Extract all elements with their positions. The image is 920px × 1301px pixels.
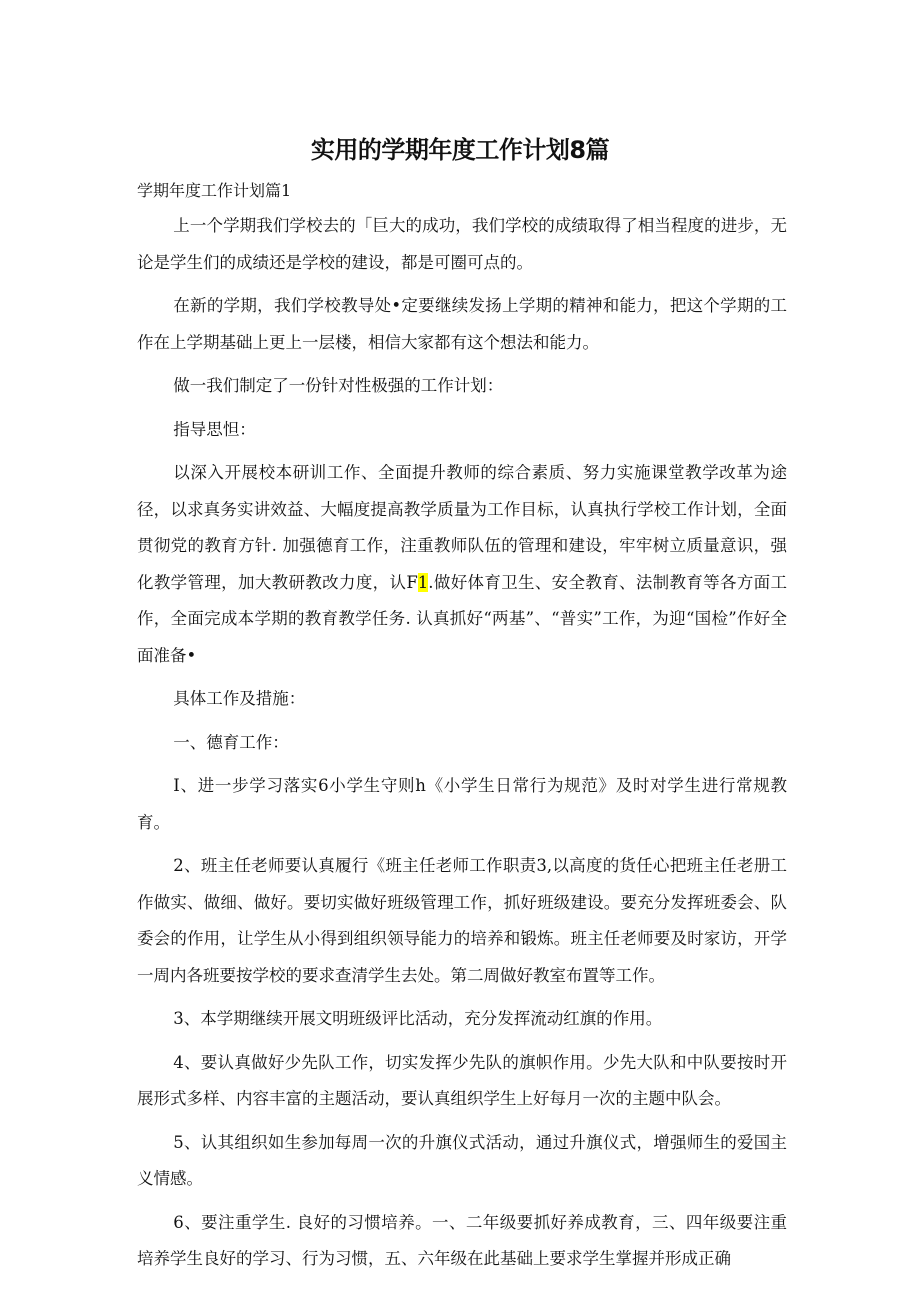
- paragraph-3: 做一我们制定了一份针对性极强的工作计划：: [173, 376, 504, 395]
- paragraph-8: I、进一步学习落实6小学生守则h《小学生日常行为规范》及时对学生进行常规教育。: [137, 776, 787, 832]
- paragraph-4: 指导思怛：: [173, 419, 256, 439]
- paragraph-13: 6、要注重学生. 良好的习惯培养。一、二年级要抓好养成教育，三、四年级要注重培养学生良好的学习、行为习惯，五、六年级在此基础上要求学生掌握并形成正确: [137, 1212, 787, 1268]
- paragraph-1: 上一个学期我们学校去的「巨大的成功，我们学校的成绩取得了相当程度的进步，无论是学生们的成绩还是学校的建设，都是可圈可点的。: [137, 216, 787, 272]
- paragraph-10: 3、本学期继续开展文明班级评比活动，充分发挥流动红旗的作用。: [173, 1009, 663, 1028]
- paragraph-7: 一、德育工作：: [173, 732, 289, 752]
- paragraph-6: 具体工作及措施：: [173, 689, 306, 708]
- section-heading: 学期年度工作计划篇1: [137, 181, 292, 200]
- paragraph-11: 4、要认真做好少先队工作，切实发挥少先队的旗帜作用。少先大队和中队要按时开展形式多样、内容丰富的主题活动，要认真组织学生上好每月一次的主题中队会。: [137, 1052, 787, 1108]
- highlight-mark: 1: [417, 572, 429, 592]
- paragraph-9: 2、班主任老师要认真履行《班主任老师工作职责3,以高度的货任心把班主任老册工作做实、做细、做好。要切实做好班级管理工作，抓好班级建设。要充分发挥班委会、队委会的作用，让学生从小得到组织领导能力的培养和锻炼。班主任老师要及时家访，开学一周内各班要按学校的要求查清学生去处。第二周做好教室布置等工作。: [137, 856, 787, 985]
- paragraph-12: 5、认其组织如生参加每周一次的升旗仪式活动，通过升旗仪式，增强师生的爱国主义情感。: [137, 1132, 787, 1188]
- document-title: 实用的学期年度工作计划8篇: [310, 136, 610, 164]
- document-body: [137, 208, 787, 1285]
- paragraph-2: 在新的学期，我们学校教导处•定要继续发扬上学期的精神和能力，把这个学期的工作在上学期基础上更上一层楼，相信大家都有这个想法和能力。: [137, 296, 787, 352]
- paragraph-5: 以深入开展校本研训工作、全面提升教师的综合素质、努力实施课堂教学改革为途径，以求真务实讲效益、大幅度提高教学质量为工作目标，认真执行学校工作计划，全面贯彻党的教育方针. 加强德育工作，注重教师队伍的管理和建设，牢牢树立质量意识，强化教学管理，加大教研教改力度，认F1.做好体育卫生、安全教育、法制教育等各方面工作，全面完成本学期的教育教学任务. 认真抓好“两基”、“普实”工作，为迎“国检”作好全面准备•: [137, 463, 788, 665]
